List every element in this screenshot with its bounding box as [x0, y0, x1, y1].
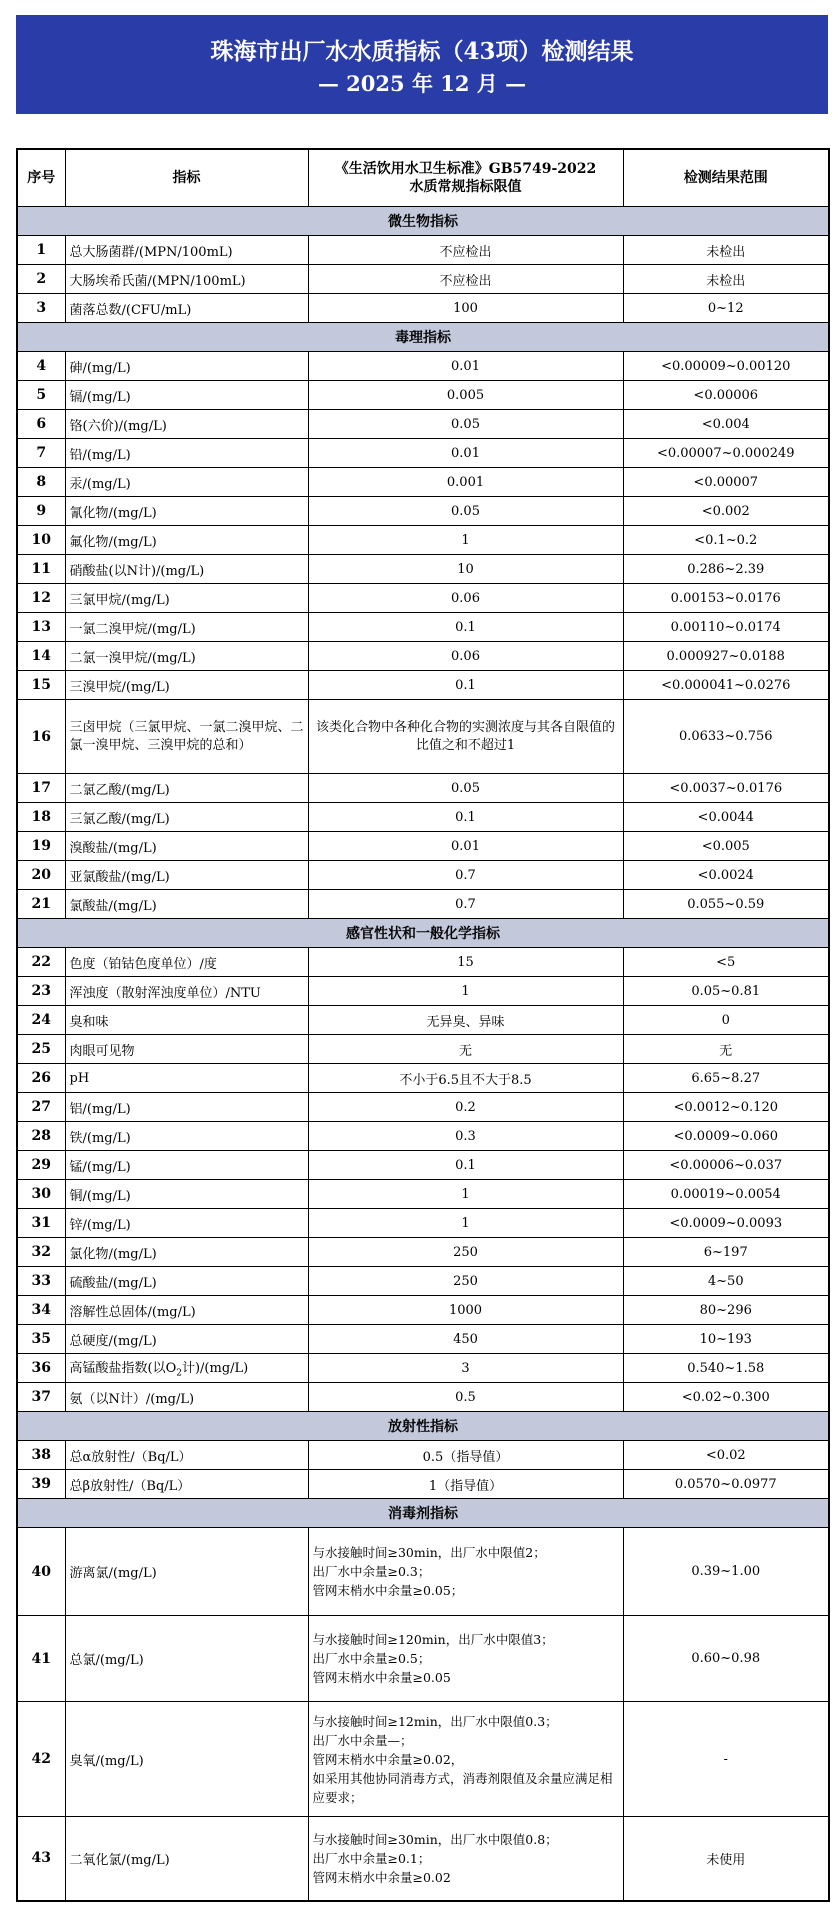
indicator-name-text: 菌落总数/(CFU/mL)	[69, 302, 192, 318]
indicator-name	[65, 1528, 308, 1616]
row-number: 13	[17, 613, 65, 642]
result-range: 0	[623, 1006, 829, 1035]
indicator-name	[65, 948, 308, 977]
table-row	[17, 381, 829, 410]
standard-limit: 1	[308, 526, 623, 555]
row-number: 39	[17, 1470, 65, 1499]
indicator-name	[65, 832, 308, 861]
indicator-name	[65, 1093, 308, 1122]
table-row	[17, 236, 829, 265]
indicator-name-text: 硫酸盐/(mg/L)	[69, 1275, 157, 1291]
table-row	[17, 1064, 829, 1093]
table-row	[17, 803, 829, 832]
standard-limit: 不小于6.5且不大于8.5	[308, 1064, 623, 1093]
standard-limit: 450	[308, 1325, 623, 1354]
standard-limit	[308, 1528, 623, 1616]
table-row	[17, 1817, 829, 1901]
indicator-name-text: 溴酸盐/(mg/L)	[69, 840, 157, 856]
indicator-name	[65, 803, 308, 832]
result-range: <0.02	[623, 1441, 829, 1470]
result-range: 0.286~2.39	[623, 555, 829, 584]
table-row	[17, 1470, 829, 1499]
indicator-name-text: 铝/(mg/L)	[69, 1101, 131, 1117]
indicator-name-text: 三卤甲烷（三氯甲烷、一氯二溴甲烷、二氯一溴甲烷、三溴甲烷的总和）	[69, 719, 304, 753]
indicator-name-text: 锌/(mg/L)	[69, 1217, 131, 1233]
table-row	[17, 497, 829, 526]
result-range: <0.00009~0.00120	[623, 352, 829, 381]
table-row	[17, 774, 829, 803]
result-range: 0.0570~0.0977	[623, 1470, 829, 1499]
table-row	[17, 890, 829, 919]
indicator-name-text: 亚氯酸盐/(mg/L)	[69, 869, 170, 885]
table-row	[17, 1151, 829, 1180]
standard-limit: 0.005	[308, 381, 623, 410]
indicator-name	[65, 1238, 308, 1267]
indicator-name-text: 高锰酸盐指数(以O	[69, 1361, 177, 1377]
table-row	[17, 1296, 829, 1325]
standard-limit: 0.1	[308, 671, 623, 700]
indicator-name-text: 砷/(mg/L)	[69, 360, 131, 376]
table-row	[17, 439, 829, 468]
result-range: <0.002	[623, 497, 829, 526]
section-title: 放射性指标	[17, 1412, 829, 1441]
indicator-name	[65, 1325, 308, 1354]
row-number: 26	[17, 1064, 65, 1093]
indicator-name-text: 溶解性总固体/(mg/L)	[69, 1304, 196, 1320]
indicator-name	[65, 1441, 308, 1470]
result-range: <0.1~0.2	[623, 526, 829, 555]
row-number: 17	[17, 774, 65, 803]
indicator-name	[65, 671, 308, 700]
standard-limit: 0.06	[308, 642, 623, 671]
indicator-name	[65, 861, 308, 890]
indicator-name	[65, 890, 308, 919]
standard-limit: 10	[308, 555, 623, 584]
row-number: 14	[17, 642, 65, 671]
indicator-name	[65, 555, 308, 584]
standard-limit	[308, 1817, 623, 1901]
result-range: <0.004	[623, 410, 829, 439]
standard-limit: 无	[308, 1035, 623, 1064]
row-number: 18	[17, 803, 65, 832]
row-number: 36	[17, 1354, 65, 1383]
result-range: 6.65~8.27	[623, 1064, 829, 1093]
indicator-name-text: 氰化物/(mg/L)	[69, 505, 157, 521]
indicator-name	[65, 1296, 308, 1325]
standard-limit: 0.01	[308, 439, 623, 468]
indicator-name-text: 总α放射性/（Bq/L）	[69, 1449, 192, 1465]
limit-line: 出厂水中余量≥0.1；	[312, 1850, 431, 1866]
result-range: 0.39~1.00	[623, 1528, 829, 1616]
indicator-name-text: 三溴甲烷/(mg/L)	[69, 679, 170, 695]
indicator-name	[65, 1616, 308, 1702]
table-row	[17, 1093, 829, 1122]
row-number: 2	[17, 265, 65, 294]
indicator-name	[65, 410, 308, 439]
result-range: 4~50	[623, 1267, 829, 1296]
indicator-name-text: 锰/(mg/L)	[69, 1159, 131, 1175]
indicator-name-text: 总硬度/(mg/L)	[69, 1333, 157, 1349]
indicator-name-text: 臭和味	[69, 1014, 109, 1030]
row-number: 23	[17, 977, 65, 1006]
limit-line: 管网末梢水中余量≥0.05	[312, 1670, 451, 1685]
indicator-name-text: 大肠埃希氏菌/(MPN/100mL)	[69, 273, 246, 289]
section-row	[17, 919, 829, 948]
indicator-name	[65, 774, 308, 803]
row-number: 29	[17, 1151, 65, 1180]
row-number: 1	[17, 236, 65, 265]
section-title: 消毒剂指标	[17, 1499, 829, 1528]
indicator-name	[65, 1151, 308, 1180]
indicator-name-text: 氟化物/(mg/L)	[69, 534, 157, 550]
table-row	[17, 948, 829, 977]
limit-line: 管网末梢水中余量≥0.02	[312, 1869, 451, 1885]
indicator-name	[65, 1267, 308, 1296]
result-range: <0.0009~0.0093	[623, 1209, 829, 1238]
row-number: 4	[17, 352, 65, 381]
result-range: 6~197	[623, 1238, 829, 1267]
result-range: 未使用	[623, 1817, 829, 1901]
result-range: <0.00006~0.037	[623, 1151, 829, 1180]
indicator-name	[65, 1702, 308, 1817]
indicator-name-text: 二氯乙酸/(mg/L)	[69, 782, 170, 798]
result-range: 0.60~0.98	[623, 1616, 829, 1702]
limit-line: 与水接触时间≥30min，出厂水中限值0.8；	[312, 1831, 558, 1847]
indicator-name	[65, 584, 308, 613]
standard-limit: 3	[308, 1354, 623, 1383]
limit-line: 出厂水中余量≥0.5；	[312, 1651, 431, 1666]
table-row	[17, 410, 829, 439]
indicator-name-text: 铅/(mg/L)	[69, 447, 131, 463]
header-indicator: 指标	[65, 149, 308, 207]
row-number: 38	[17, 1441, 65, 1470]
result-range: <0.005	[623, 832, 829, 861]
row-number: 32	[17, 1238, 65, 1267]
indicator-name-text: 臭氧/(mg/L)	[69, 1753, 144, 1769]
result-range: <0.0009~0.060	[623, 1122, 829, 1151]
indicator-name	[65, 977, 308, 1006]
indicator-name-text: 浑浊度（散射浑浊度单位）/NTU	[69, 985, 261, 1001]
indicator-name-text: pH	[69, 1070, 90, 1086]
indicator-name-text: 二氧化氯/(mg/L)	[69, 1852, 170, 1868]
row-number: 19	[17, 832, 65, 861]
standard-limit: 1（指导值）	[308, 1470, 623, 1499]
result-range: <0.0037~0.0176	[623, 774, 829, 803]
row-number: 34	[17, 1296, 65, 1325]
table-row	[17, 671, 829, 700]
result-range: 未检出	[623, 265, 829, 294]
row-number: 25	[17, 1035, 65, 1064]
table-row	[17, 1441, 829, 1470]
limit-line: 与水接触时间≥12min，出厂水中限值0.3；	[312, 1713, 558, 1729]
indicator-name-text: 汞/(mg/L)	[69, 476, 131, 492]
indicator-name	[65, 265, 308, 294]
standard-limit: 该类化合物中各种化合物的实测浓度与其各自限值的比值之和不超过1	[308, 700, 623, 774]
row-number: 40	[17, 1528, 65, 1616]
standard-limit: 250	[308, 1267, 623, 1296]
table-row	[17, 468, 829, 497]
indicator-name-subscript: 2	[176, 1368, 182, 1379]
row-number: 28	[17, 1122, 65, 1151]
indicator-name-text: 铬(六价)/(mg/L)	[69, 418, 167, 434]
row-number: 37	[17, 1383, 65, 1412]
indicator-name-text: 氯酸盐/(mg/L)	[69, 898, 157, 914]
section-row	[17, 323, 829, 352]
indicator-name-text: 镉/(mg/L)	[69, 389, 131, 405]
section-row	[17, 1412, 829, 1441]
section-title: 微生物指标	[17, 207, 829, 236]
indicator-name	[65, 352, 308, 381]
indicator-name	[65, 1209, 308, 1238]
result-range: <0.000041~0.0276	[623, 671, 829, 700]
standard-limit: 0.1	[308, 613, 623, 642]
row-number: 35	[17, 1325, 65, 1354]
standard-limit: 0.7	[308, 861, 623, 890]
indicator-name-text: 总大肠菌群/(MPN/100mL)	[69, 244, 233, 260]
standard-limit: 无异臭、异味	[308, 1006, 623, 1035]
standard-limit: 0.5（指导值）	[308, 1441, 623, 1470]
result-range: <5	[623, 948, 829, 977]
row-number: 15	[17, 671, 65, 700]
table-header-row	[17, 149, 829, 207]
table-row	[17, 1528, 829, 1616]
indicator-name	[65, 294, 308, 323]
page-title: 珠海市出厂水水质指标（43项）检测结果	[210, 38, 634, 65]
standard-limit: 0.3	[308, 1122, 623, 1151]
page-subtitle: — 2025 年 12 月 —	[317, 71, 527, 96]
row-number: 33	[17, 1267, 65, 1296]
row-number: 16	[17, 700, 65, 774]
row-number: 41	[17, 1616, 65, 1702]
result-range: 未检出	[623, 236, 829, 265]
standard-limit: 15	[308, 948, 623, 977]
table-row	[17, 555, 829, 584]
row-number: 11	[17, 555, 65, 584]
standard-limit: 0.001	[308, 468, 623, 497]
standard-limit: 0.1	[308, 1151, 623, 1180]
section-title: 感官性状和一般化学指标	[17, 919, 829, 948]
standard-limit: 0.5	[308, 1383, 623, 1412]
indicator-name-text: 色度（铂钴色度单位）/度	[69, 956, 217, 972]
indicator-name	[65, 1006, 308, 1035]
indicator-name-text: 肉眼可见物	[69, 1043, 135, 1059]
row-number: 21	[17, 890, 65, 919]
title-banner	[16, 15, 828, 114]
row-number: 27	[17, 1093, 65, 1122]
standard-limit: 不应检出	[308, 236, 623, 265]
indicator-name-text: 硝酸盐(以N计)/(mg/L)	[69, 563, 205, 579]
table-row	[17, 977, 829, 1006]
table-row	[17, 1035, 829, 1064]
indicator-name	[65, 526, 308, 555]
indicator-name	[65, 1383, 308, 1412]
indicator-name-suffix: 计)/(mg/L)	[181, 1361, 249, 1377]
result-range: <0.0012~0.120	[623, 1093, 829, 1122]
table-row	[17, 1354, 829, 1383]
indicator-name-text: 总β放射性/（Bq/L）	[69, 1478, 191, 1494]
standard-limit: 1	[308, 1180, 623, 1209]
indicator-name	[65, 1064, 308, 1093]
water-quality-table	[16, 148, 830, 1902]
table-row	[17, 1616, 829, 1702]
standard-limit: 0.01	[308, 352, 623, 381]
table-row	[17, 526, 829, 555]
indicator-name-text: 氯化物/(mg/L)	[69, 1246, 157, 1262]
result-range: <0.00006	[623, 381, 829, 410]
result-range: <0.02~0.300	[623, 1383, 829, 1412]
indicator-name	[65, 1817, 308, 1901]
table-row	[17, 352, 829, 381]
indicator-name-text: 铁/(mg/L)	[69, 1130, 131, 1146]
table-row	[17, 1383, 829, 1412]
table-row	[17, 613, 829, 642]
table-row	[17, 861, 829, 890]
standard-limit: 0.01	[308, 832, 623, 861]
result-range: 0.00153~0.0176	[623, 584, 829, 613]
result-range: 无	[623, 1035, 829, 1064]
indicator-name	[65, 439, 308, 468]
limit-line: 管网末梢水中余量≥0.02，	[312, 1751, 464, 1767]
indicator-name-text: 氨（以N计）/(mg/L)	[69, 1391, 195, 1407]
row-number: 22	[17, 948, 65, 977]
section-row	[17, 207, 829, 236]
table-row	[17, 1209, 829, 1238]
indicator-name	[65, 381, 308, 410]
standard-limit	[308, 1616, 623, 1702]
row-number: 6	[17, 410, 65, 439]
table-row	[17, 1238, 829, 1267]
table-row	[17, 265, 829, 294]
limit-line: 出厂水中余量≥0.3；	[312, 1564, 431, 1579]
result-range: 0.000927~0.0188	[623, 642, 829, 671]
row-number: 8	[17, 468, 65, 497]
result-range: 10~193	[623, 1325, 829, 1354]
section-title: 毒理指标	[17, 323, 829, 352]
table-row	[17, 1122, 829, 1151]
standard-limit: 0.06	[308, 584, 623, 613]
standard-limit	[308, 1702, 623, 1817]
standard-limit: 1	[308, 1209, 623, 1238]
standard-limit: 0.7	[308, 890, 623, 919]
row-number: 20	[17, 861, 65, 890]
result-range: 0.0633~0.756	[623, 700, 829, 774]
indicator-name	[65, 1122, 308, 1151]
limit-line: 出厂水中余量—；	[312, 1732, 413, 1748]
row-number: 5	[17, 381, 65, 410]
indicator-name-text: 铜/(mg/L)	[69, 1188, 131, 1204]
result-range: 0.05~0.81	[623, 977, 829, 1006]
table-row	[17, 1180, 829, 1209]
row-number: 43	[17, 1817, 65, 1901]
header-no: 序号	[17, 149, 65, 207]
indicator-name-text: 三氯甲烷/(mg/L)	[69, 592, 170, 608]
table-row	[17, 1325, 829, 1354]
limit-line: 管网末梢水中余量≥0.05；	[312, 1583, 464, 1598]
standard-limit: 0.05	[308, 774, 623, 803]
row-number: 10	[17, 526, 65, 555]
standard-limit: 不应检出	[308, 265, 623, 294]
result-range: <0.00007~0.000249	[623, 439, 829, 468]
result-range: -	[623, 1702, 829, 1817]
indicator-name-text: 游离氯/(mg/L)	[69, 1566, 157, 1581]
indicator-name	[65, 1470, 308, 1499]
row-number: 42	[17, 1702, 65, 1817]
result-range: <0.0044	[623, 803, 829, 832]
standard-limit: 0.05	[308, 497, 623, 526]
row-number: 3	[17, 294, 65, 323]
standard-limit: 1000	[308, 1296, 623, 1325]
limit-line: 与水接触时间≥120min，出厂水中限值3；	[312, 1632, 554, 1647]
limit-line: 与水接触时间≥30min，出厂水中限值2；	[312, 1545, 546, 1560]
indicator-name	[65, 468, 308, 497]
row-number: 7	[17, 439, 65, 468]
table-row	[17, 1702, 829, 1817]
table-row	[17, 1006, 829, 1035]
header-result: 检测结果范围	[623, 149, 829, 207]
indicator-name	[65, 497, 308, 526]
limit-line: 如采用其他协同消毒方式，消毒剂限值及余量应满足相应要求；	[312, 1770, 613, 1805]
standard-limit: 0.1	[308, 803, 623, 832]
table-row	[17, 832, 829, 861]
standard-limit: 0.2	[308, 1093, 623, 1122]
header-limit: 《生活饮用水卫生标准》GB5749-2022 水质常规指标限值	[308, 149, 623, 207]
table-row	[17, 642, 829, 671]
indicator-name	[65, 1180, 308, 1209]
result-range: <0.00007	[623, 468, 829, 497]
indicator-name-text: 二氯一溴甲烷/(mg/L)	[69, 650, 196, 666]
row-number: 12	[17, 584, 65, 613]
standard-limit: 100	[308, 294, 623, 323]
row-number: 24	[17, 1006, 65, 1035]
result-range: 0.055~0.59	[623, 890, 829, 919]
table-row	[17, 1267, 829, 1296]
row-number: 9	[17, 497, 65, 526]
indicator-name	[65, 700, 308, 774]
table-row	[17, 584, 829, 613]
indicator-name	[65, 613, 308, 642]
indicator-name	[65, 642, 308, 671]
indicator-name	[65, 1354, 308, 1383]
indicator-name	[65, 236, 308, 265]
indicator-name-text: 总氯/(mg/L)	[69, 1653, 144, 1668]
section-row	[17, 1499, 829, 1528]
result-range: 0~12	[623, 294, 829, 323]
indicator-name	[65, 1035, 308, 1064]
standard-limit: 0.05	[308, 410, 623, 439]
result-range: 0.00110~0.0174	[623, 613, 829, 642]
result-range: 0.00019~0.0054	[623, 1180, 829, 1209]
indicator-name-text: 三氯乙酸/(mg/L)	[69, 811, 170, 827]
indicator-name-text: 一氯二溴甲烷/(mg/L)	[69, 621, 196, 637]
standard-limit: 250	[308, 1238, 623, 1267]
row-number: 30	[17, 1180, 65, 1209]
result-range: <0.0024	[623, 861, 829, 890]
standard-limit: 1	[308, 977, 623, 1006]
table-row	[17, 294, 829, 323]
result-range: 80~296	[623, 1296, 829, 1325]
result-range: 0.540~1.58	[623, 1354, 829, 1383]
table-row	[17, 700, 829, 774]
row-number: 31	[17, 1209, 65, 1238]
